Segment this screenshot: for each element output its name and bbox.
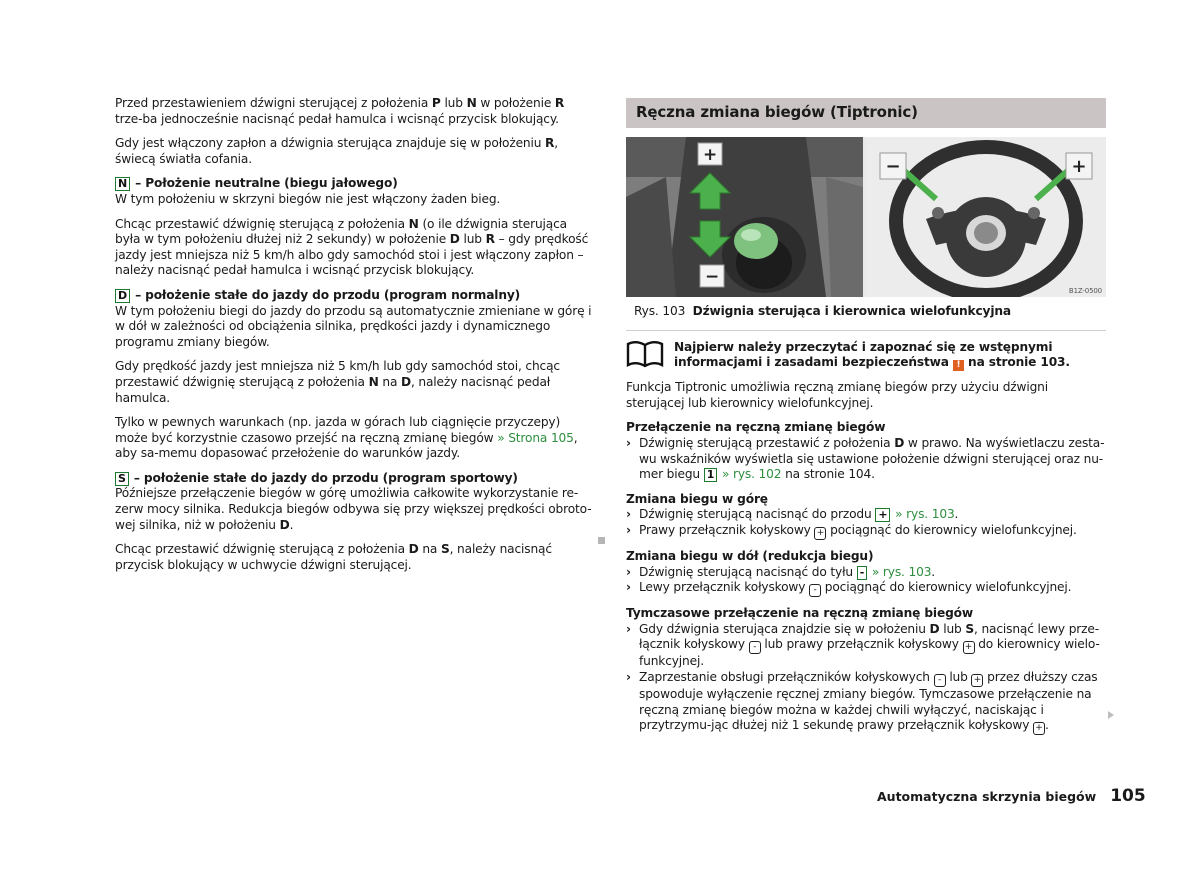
heading-upshift: Zmiana biegu w górę [626,491,768,506]
link-page-105[interactable]: » Strona 105 [497,430,574,445]
section-neutral [115,176,593,207]
figure-caption: Rys. 103 Dźwignia sterująca i kierownica wielofunkcyjna [634,304,1011,318]
section-title: Ręczna zmiana biegów (Tiptronic) [626,98,1106,128]
link-fig-103[interactable]: » rys. 103 [891,507,955,522]
paddle-plus-icon: + [1033,722,1045,735]
paragraph-drive-manual: Tylko w pewnych warunkach (np. jazda w górach lub ciągnięcie przyczepy) może być korzystnie czasowo przejść na ręczną zmianę biegów » Strona 105, aby sa-memu dopasować przełożenie do warunków jazdy. [115,415,578,461]
read-first-note: Najpierw należy przeczytać i zapoznać się ze wstępnymi informacjami i zasadami bezpieczeństwa ! na stronie 103. [626,340,1106,372]
figure-illustration [626,137,1106,297]
paragraph-drive-shift: Gdy prędkość jazdy jest mniejsza niż 5 km/h lub gdy samochód stoi, chcąc przestawić dźwignię sterującą z położenia N na D, należy nacisnąć pedał hamulca. [115,359,560,405]
minus-label: − [704,267,720,287]
warning-icon: ! [953,360,964,371]
link-fig-102[interactable]: » rys. 102 [718,467,782,482]
bullet-arrow-icon: › [626,564,631,579]
bullet-arrow-icon: › [626,435,631,450]
key-n: N [115,177,130,191]
heading-sport: S – położenie stałe do jazdy do przodu (program sportowy) [115,471,593,487]
heading-temporary-manual: Tymczasowe przełączenie na ręczną zmianę biegów [626,606,973,621]
paddle-plus-icon: + [814,527,826,540]
bullet-arrow-icon: › [626,507,631,522]
key-minus: - [857,566,867,580]
list-item: › Dźwignię sterującą nacisnąć do tyłu - » rys. 103. [626,564,936,579]
heading-downshift: Zmiana biegu w dół (redukcja biegu) [626,548,874,563]
list-item: › Dźwignię sterującą przestawić z położenia D w prawo. Na wyświetlaczu zesta-wu wskaźników wyświetla się ustawione położenie dźwigni sterującej oraz nu-mer biegu 1 » rys. 102 na stronie 104. [626,435,1105,482]
bullet-arrow-icon: › [626,522,631,537]
lever-knob [734,223,778,259]
drive-body: W tym położeniu biegi do jazdy do przodu są automatycznie zmieniane w górę i w dół w zależności od obciążenia silnika, prędkości jazdy i dynamicznego programu zmiany biegów. [115,303,592,349]
neutral-body: W tym położeniu w skrzyni biegów nie jest włączony żaden bieg. [115,191,501,206]
book-icon [626,340,664,368]
list-item: › Zaprzestanie obsługi przełączników kołyskowych - lub + przez dłuższy czas spowoduje wyłączenie ręcznej zmiany biegów. Tymczasowe przełączenie na ręczną zmianę biegów można w każdej chwili wyłączyć, naciskając i przytrzymu-jąc dłużej niż 1 sekundę prawy przełącznik kołyskowy + . [626,669,1098,734]
figure-code: B1Z-0500 [1068,287,1102,295]
caption-divider [626,330,1106,331]
paddle-plus-icon: + [971,674,983,687]
section-sport [115,471,593,533]
wheel-minus-label: − [885,156,901,177]
page-footer [877,786,1146,806]
chapter-title: Automatyczna skrzynia biegów [877,789,1097,804]
section-manual-mode [626,420,1106,482]
paragraph-reverse-lights: Gdy jest włączony zapłon a dźwignia sterująca znajduje się w położeniu R, świecą światła cofania. [115,136,559,166]
section-drive [115,288,593,350]
key-1: 1 [704,468,718,482]
right-column [626,98,1106,744]
list-item: › Gdy dźwignia sterująca znajdzie się w położeniu D lub S, nacisnąć lewy prze-łącznik kołyskowy - lub prawy przełącznik kołyskowy + do kierownicy wielo-funkcyjnej. [626,621,1100,669]
section-temporary-manual [626,606,1106,735]
heading-neutral: N – Położenie neutralne (biegu jałowego) [115,176,593,192]
link-fig-103[interactable]: » rys. 103 [868,564,932,579]
paddle-plus-icon: + [963,641,975,654]
wheel-plus-label: + [1071,156,1087,177]
key-s: S [115,472,129,486]
continue-arrow-icon [1108,711,1114,719]
bullet-arrow-icon: › [626,580,631,595]
list-item: › Prawy przełącznik kołyskowy + pociągnąć do kierownicy wielofunkcyjnej. [626,522,1077,538]
figure-103 [626,137,1106,297]
paragraph-sport-shift: Chcąc przestawić dźwignię sterującą z położenia D na S, należy nacisnąć przycisk blokujący w uchwycie dźwigni sterującej. [115,542,552,572]
key-plus: + [875,508,890,522]
tiptronic-intro: Funkcja Tiptronic umożliwia ręczną zmianę biegów przy użyciu dźwigni sterującej lub kierownicy wielofunkcyjnej. [626,380,1048,410]
bullet-arrow-icon: › [626,669,631,684]
list-item: › Lewy przełącznik kołyskowy - pociągnąć do kierownicy wielofunkcyjnej. [626,580,1072,596]
sport-body: Późniejsze przełączenie biegów w górę umożliwia całkowite wykorzystanie re-zerw mocy silnika. Redukcja biegów odbywa się przy większej prędkości obroto-wej silnika, niż w położeniu D. [115,486,592,532]
paddle-minus-icon: - [749,641,761,654]
paragraph-p-n-to-r: Przed przestawieniem dźwigni sterującej z położenia P lub N w położenie R trze-ba jednocześnie nacisnąć pedał hamulca i wcisnąć przycisk blokujący. [115,96,565,126]
paddle-minus-icon: - [809,584,821,597]
section-downshift [626,549,1106,597]
paddle-minus-icon: - [934,674,946,687]
section-end-marker [598,537,605,544]
key-d: D [115,289,130,303]
page-number: 105 [1110,786,1146,806]
section-upshift [626,492,1106,540]
list-item: › Dźwignię sterującą nacisnąć do przodu + » rys. 103. [626,507,959,522]
paragraph-neutral-shift: Chcąc przestawić dźwignię sterującą z położenia N (o ile dźwignia sterująca była w tym położeniu dłużej niż 2 sekundy) w położenie D lub R – gdy prędkość jazdy jest mniejsza niż 5 km/h albo gdy samochód stoi i jest włączony zapłon – należy nacisnąć pedał hamulca i wcisnąć przycisk blokujący. [115,216,589,278]
plus-label: + [702,145,718,165]
heading-drive: D – położenie stałe do jazdy do przodu (program normalny) [115,288,593,304]
heading-manual-mode: Przełączenie na ręczną zmianę biegów [626,420,886,435]
bullet-arrow-icon: › [626,621,631,636]
left-column [115,96,593,582]
